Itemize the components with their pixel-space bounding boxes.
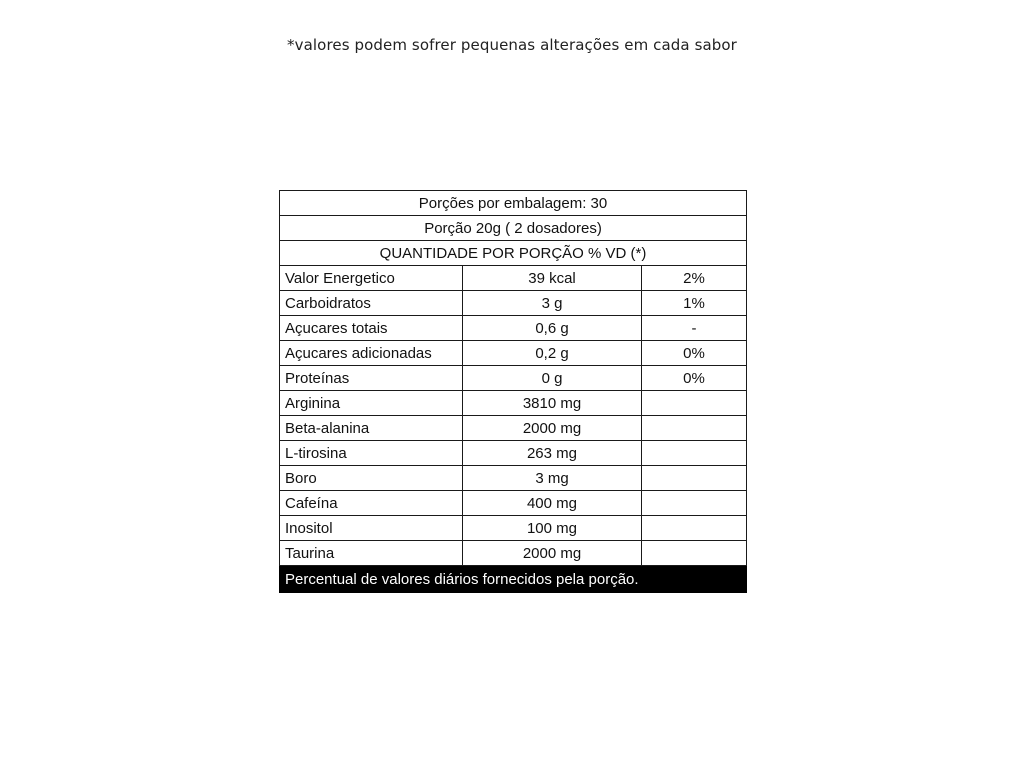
nutrient-name: Açucares adicionadas: [280, 341, 463, 366]
table-row: [280, 391, 747, 416]
nutrient-name: Valor Energetico: [280, 266, 463, 291]
nutrient-amount: 263 mg: [463, 441, 642, 466]
nutrient-vd: 2%: [642, 266, 747, 291]
nutrition-table: [279, 190, 747, 593]
nutrient-vd: [642, 441, 747, 466]
nutrient-name: Taurina: [280, 541, 463, 566]
table-row: [280, 466, 747, 491]
nutrient-amount: 3 mg: [463, 466, 642, 491]
table-row: [280, 416, 747, 441]
nutrient-name: L-tirosina: [280, 441, 463, 466]
nutrient-name: Arginina: [280, 391, 463, 416]
table-row: [280, 291, 747, 316]
table-row: [280, 316, 747, 341]
nutrient-vd: [642, 416, 747, 441]
nutrient-amount: 3 g: [463, 291, 642, 316]
nutrient-name: Beta-alanina: [280, 416, 463, 441]
table-row: [280, 266, 747, 291]
table-row: [280, 541, 747, 566]
nutrient-name: Açucares totais: [280, 316, 463, 341]
nutrient-vd: 1%: [642, 291, 747, 316]
nutrient-vd: [642, 541, 747, 566]
nutrient-vd: [642, 466, 747, 491]
nutrient-name: Proteínas: [280, 366, 463, 391]
nutrient-amount: 100 mg: [463, 516, 642, 541]
nutrient-name: Carboidratos: [280, 291, 463, 316]
serving-size-row: [280, 216, 747, 241]
nutrient-amount: 2000 mg: [463, 541, 642, 566]
table-row: [280, 491, 747, 516]
table-row: [280, 441, 747, 466]
nutrient-vd: 0%: [642, 366, 747, 391]
nutrient-amount: 2000 mg: [463, 416, 642, 441]
column-header-row: [280, 241, 747, 266]
serving-size: Porção 20g ( 2 dosadores): [280, 216, 747, 241]
nutrient-amount: 0,2 g: [463, 341, 642, 366]
nutrient-vd: 0%: [642, 341, 747, 366]
column-header: QUANTIDADE POR PORÇÃO % VD (*): [280, 241, 747, 266]
nutrient-amount: 3810 mg: [463, 391, 642, 416]
nutrient-amount: 0,6 g: [463, 316, 642, 341]
table-row: [280, 516, 747, 541]
footer-note: Percentual de valores diários fornecidos pela porção.: [280, 566, 747, 593]
nutrition-label: [279, 190, 746, 593]
nutrient-name: Boro: [280, 466, 463, 491]
nutrient-amount: 400 mg: [463, 491, 642, 516]
nutrient-vd: [642, 491, 747, 516]
nutrient-name: Cafeína: [280, 491, 463, 516]
nutrient-name: Inositol: [280, 516, 463, 541]
nutrient-amount: 0 g: [463, 366, 642, 391]
nutrient-amount: 39 kcal: [463, 266, 642, 291]
table-row: [280, 341, 747, 366]
servings-row: [280, 191, 747, 216]
nutrient-vd: -: [642, 316, 747, 341]
footer-row: [280, 566, 747, 593]
nutrient-vd: [642, 391, 747, 416]
nutrient-vd: [642, 516, 747, 541]
servings-per-package: Porções por embalagem: 30: [280, 191, 747, 216]
table-row: [280, 366, 747, 391]
disclaimer-text: *valores podem sofrer pequenas alterações em cada sabor: [287, 36, 737, 54]
